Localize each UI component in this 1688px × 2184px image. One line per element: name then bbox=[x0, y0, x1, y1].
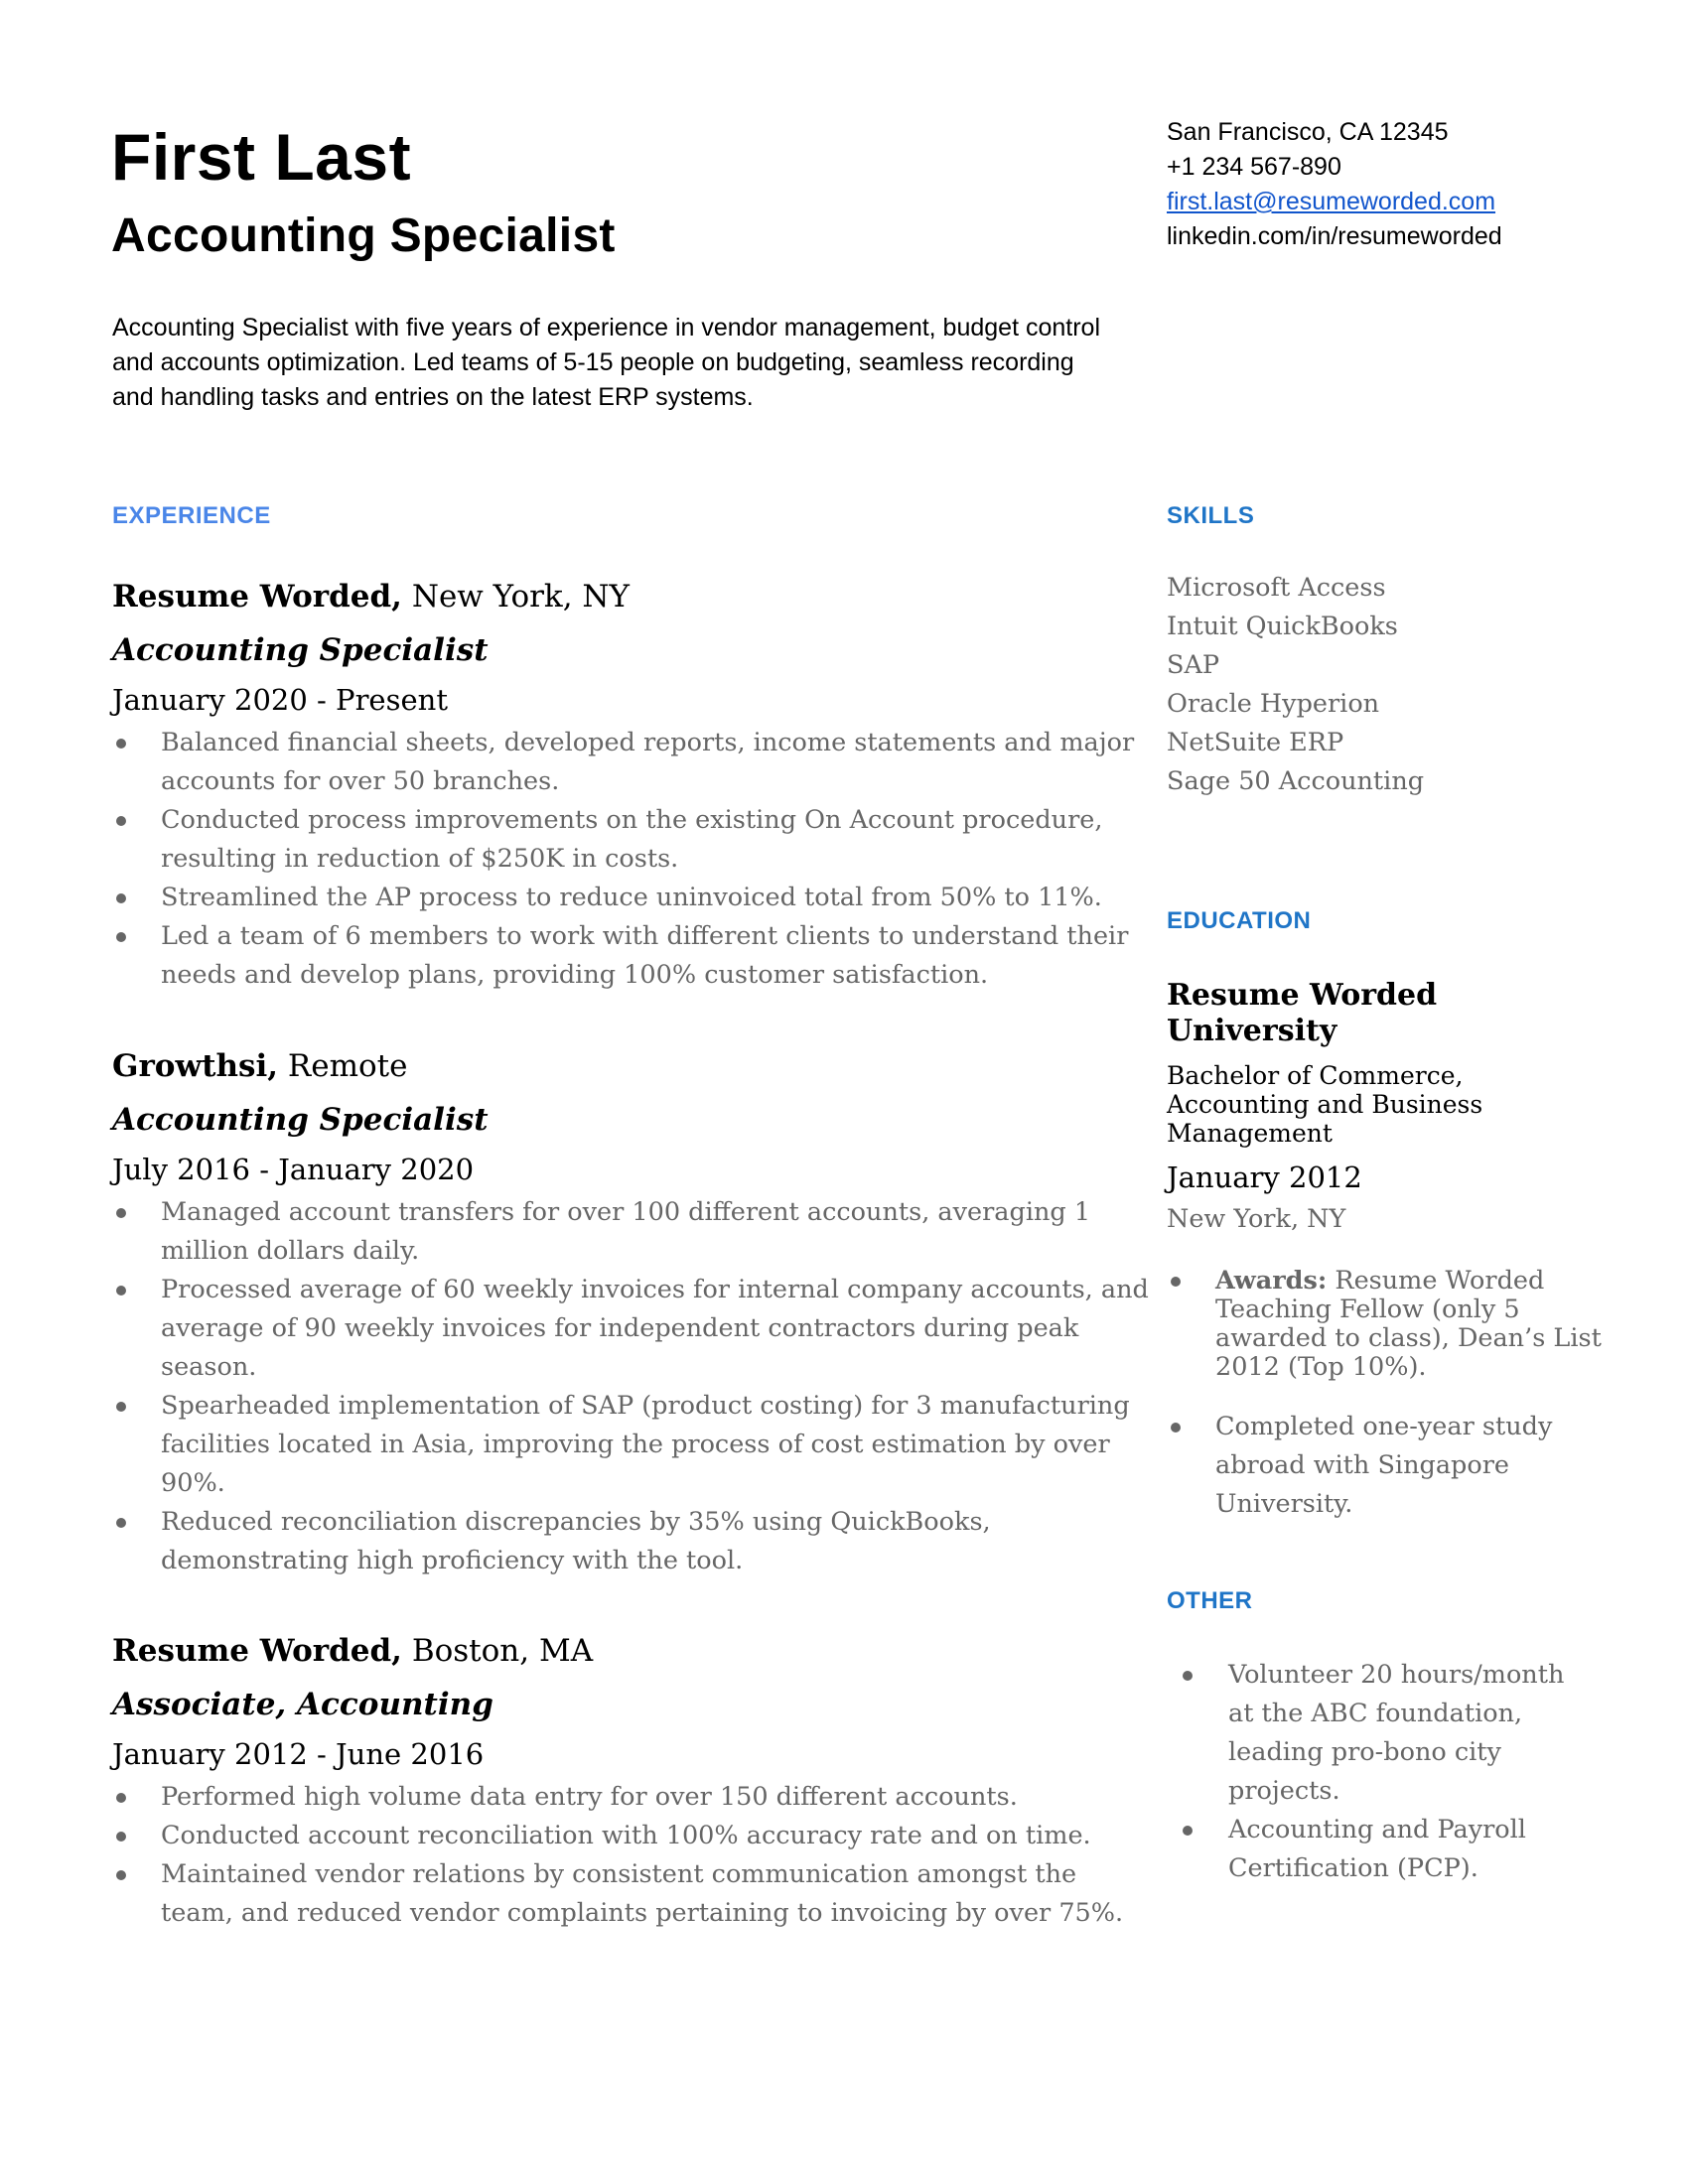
bullet-icon bbox=[116, 816, 126, 826]
contact-linkedin: linkedin.com/in/resumeworded bbox=[1167, 222, 1502, 250]
other-item: Accounting and Payroll Certification (PCP). bbox=[1167, 1811, 1566, 1888]
job-bullet: Performed high volume data entry for over 150 different accounts. bbox=[112, 1778, 1154, 1817]
experience-heading: EXPERIENCE bbox=[112, 502, 271, 529]
skill-item: Oracle Hyperion bbox=[1167, 689, 1380, 719]
job-bullet: Maintained vendor relations by consistent communication amongst the team, and reduced vendor complaints pertaining to invoicing by over 75%. bbox=[112, 1855, 1154, 1933]
bullet-icon bbox=[116, 1286, 126, 1296]
job-bullet: Conducted process improvements on the existing On Account procedure, resulting in reduction of $250K in costs. bbox=[112, 801, 1154, 879]
awards-label: Awards: bbox=[1215, 1266, 1328, 1296]
other-item: Volunteer 20 hours/month at the ABC foundation, leading pro-bono city projects. bbox=[1167, 1656, 1566, 1811]
job-company-line bbox=[112, 1631, 1105, 1671]
job-bullet: Reduced reconciliation discrepancies by 35% using QuickBooks, demonstrating high proficiency with the tool. bbox=[112, 1503, 1154, 1580]
contact-location: San Francisco, CA 12345 bbox=[1167, 118, 1449, 146]
education-heading: EDUCATION bbox=[1167, 907, 1312, 934]
education-location: New York, NY bbox=[1167, 1204, 1346, 1234]
job-dates: January 2012 - June 2016 bbox=[112, 1737, 485, 1771]
bullet-icon bbox=[1183, 1826, 1193, 1836]
job-bullet: Spearheaded implementation of SAP (product costing) for 3 manufacturing facilities located in Asia, improving the process of cost estimation by over 90%. bbox=[112, 1387, 1154, 1503]
skill-item: Intuit QuickBooks bbox=[1167, 612, 1398, 641]
job-bullet: Led a team of 6 members to work with different clients to understand their needs and develop plans, providing 100% customer satisfaction. bbox=[112, 917, 1154, 995]
skill-item: SAP bbox=[1167, 650, 1220, 680]
job-entry bbox=[112, 577, 1135, 995]
job-location: New York, NY bbox=[401, 579, 631, 614]
education-awards bbox=[1167, 1267, 1613, 1382]
bullet-icon bbox=[116, 1518, 126, 1528]
job-location: Remote bbox=[278, 1048, 408, 1084]
other-list bbox=[1167, 1656, 1604, 1888]
other-heading: OTHER bbox=[1167, 1587, 1253, 1614]
education-degree: Bachelor of Commerce, Accounting and Business Management bbox=[1167, 1061, 1483, 1148]
education-school: Resume Worded University bbox=[1167, 978, 1438, 1048]
bullet-icon bbox=[116, 1832, 126, 1842]
education-date: January 2012 bbox=[1167, 1160, 1362, 1194]
bullet-icon bbox=[1183, 1671, 1193, 1681]
summary: Accounting Specialist with five years of experience in vendor management, budget control and accounts optimization. Led teams of 5-15 people on budgeting, seamless recording and handling tasks and entries on the latest ERP systems. bbox=[112, 314, 1101, 411]
candidate-title: Accounting Specialist bbox=[111, 209, 616, 262]
bullet-icon bbox=[1171, 1277, 1181, 1287]
job-role: Accounting Specialist bbox=[112, 632, 489, 668]
bullet-icon bbox=[116, 1870, 126, 1880]
job-company: Growthsi, bbox=[112, 1048, 279, 1084]
job-bullet: Streamlined the AP process to reduce uninvoiced total from 50% to 11%. bbox=[112, 879, 1154, 917]
education-entry bbox=[1167, 978, 1604, 1524]
bullet-icon bbox=[116, 1793, 126, 1803]
bullet-icon bbox=[116, 1208, 126, 1218]
contact-block bbox=[1167, 115, 1502, 254]
job-role: Associate, Accounting bbox=[112, 1687, 493, 1722]
job-bullet: Managed account transfers for over 100 different accounts, averaging 1 million dollars daily. bbox=[112, 1193, 1154, 1271]
job-company: Resume Worded, bbox=[112, 579, 402, 614]
bullet-icon bbox=[116, 1402, 126, 1412]
job-bullet: Conducted account reconciliation with 100% accuracy rate and on time. bbox=[112, 1817, 1154, 1855]
candidate-name: First Last bbox=[111, 120, 412, 194]
job-company-line bbox=[112, 1046, 1105, 1086]
skill-item: NetSuite ERP bbox=[1167, 728, 1344, 757]
education-bullets bbox=[1167, 1267, 1604, 1524]
skills-heading: SKILLS bbox=[1167, 502, 1255, 529]
job-role: Accounting Specialist bbox=[112, 1102, 489, 1138]
job-company-line bbox=[112, 577, 1105, 616]
job-entry bbox=[112, 1046, 1149, 1580]
job-location: Boston, MA bbox=[401, 1633, 594, 1669]
job-bullets bbox=[112, 1778, 1124, 1933]
bullet-icon bbox=[116, 893, 126, 903]
job-bullet: Balanced financial sheets, developed reports, income statements and major accounts for over 50 branches. bbox=[112, 724, 1154, 801]
awards-text: Resume Worded Teaching Fellow (only 5 awarded to class), Dean’s List 2012 (Top 10%). bbox=[1215, 1266, 1602, 1382]
skill-item: Sage 50 Accounting bbox=[1167, 766, 1425, 796]
skills-list bbox=[1167, 569, 1424, 801]
skill-item: Microsoft Access bbox=[1167, 573, 1386, 603]
job-dates: July 2016 - January 2020 bbox=[112, 1153, 475, 1186]
job-dates: January 2020 - Present bbox=[112, 683, 448, 717]
job-entry bbox=[112, 1631, 1124, 1933]
contact-phone: +1 234 567-890 bbox=[1167, 153, 1341, 181]
contact-email-link[interactable]: first.last@resumeworded.com bbox=[1167, 188, 1496, 215]
job-bullets bbox=[112, 724, 1135, 995]
job-bullets bbox=[112, 1193, 1149, 1580]
bullet-icon bbox=[116, 932, 126, 942]
bullet-icon bbox=[1171, 1423, 1181, 1433]
bullet-icon bbox=[116, 739, 126, 749]
job-company: Resume Worded, bbox=[112, 1633, 402, 1669]
job-bullet: Processed average of 60 weekly invoices for internal company accounts, and average of 90 weekly invoices for independent contractors during peak season. bbox=[112, 1271, 1154, 1387]
education-study-abroad: Completed one-year study abroad with Singapore University. bbox=[1167, 1408, 1613, 1524]
